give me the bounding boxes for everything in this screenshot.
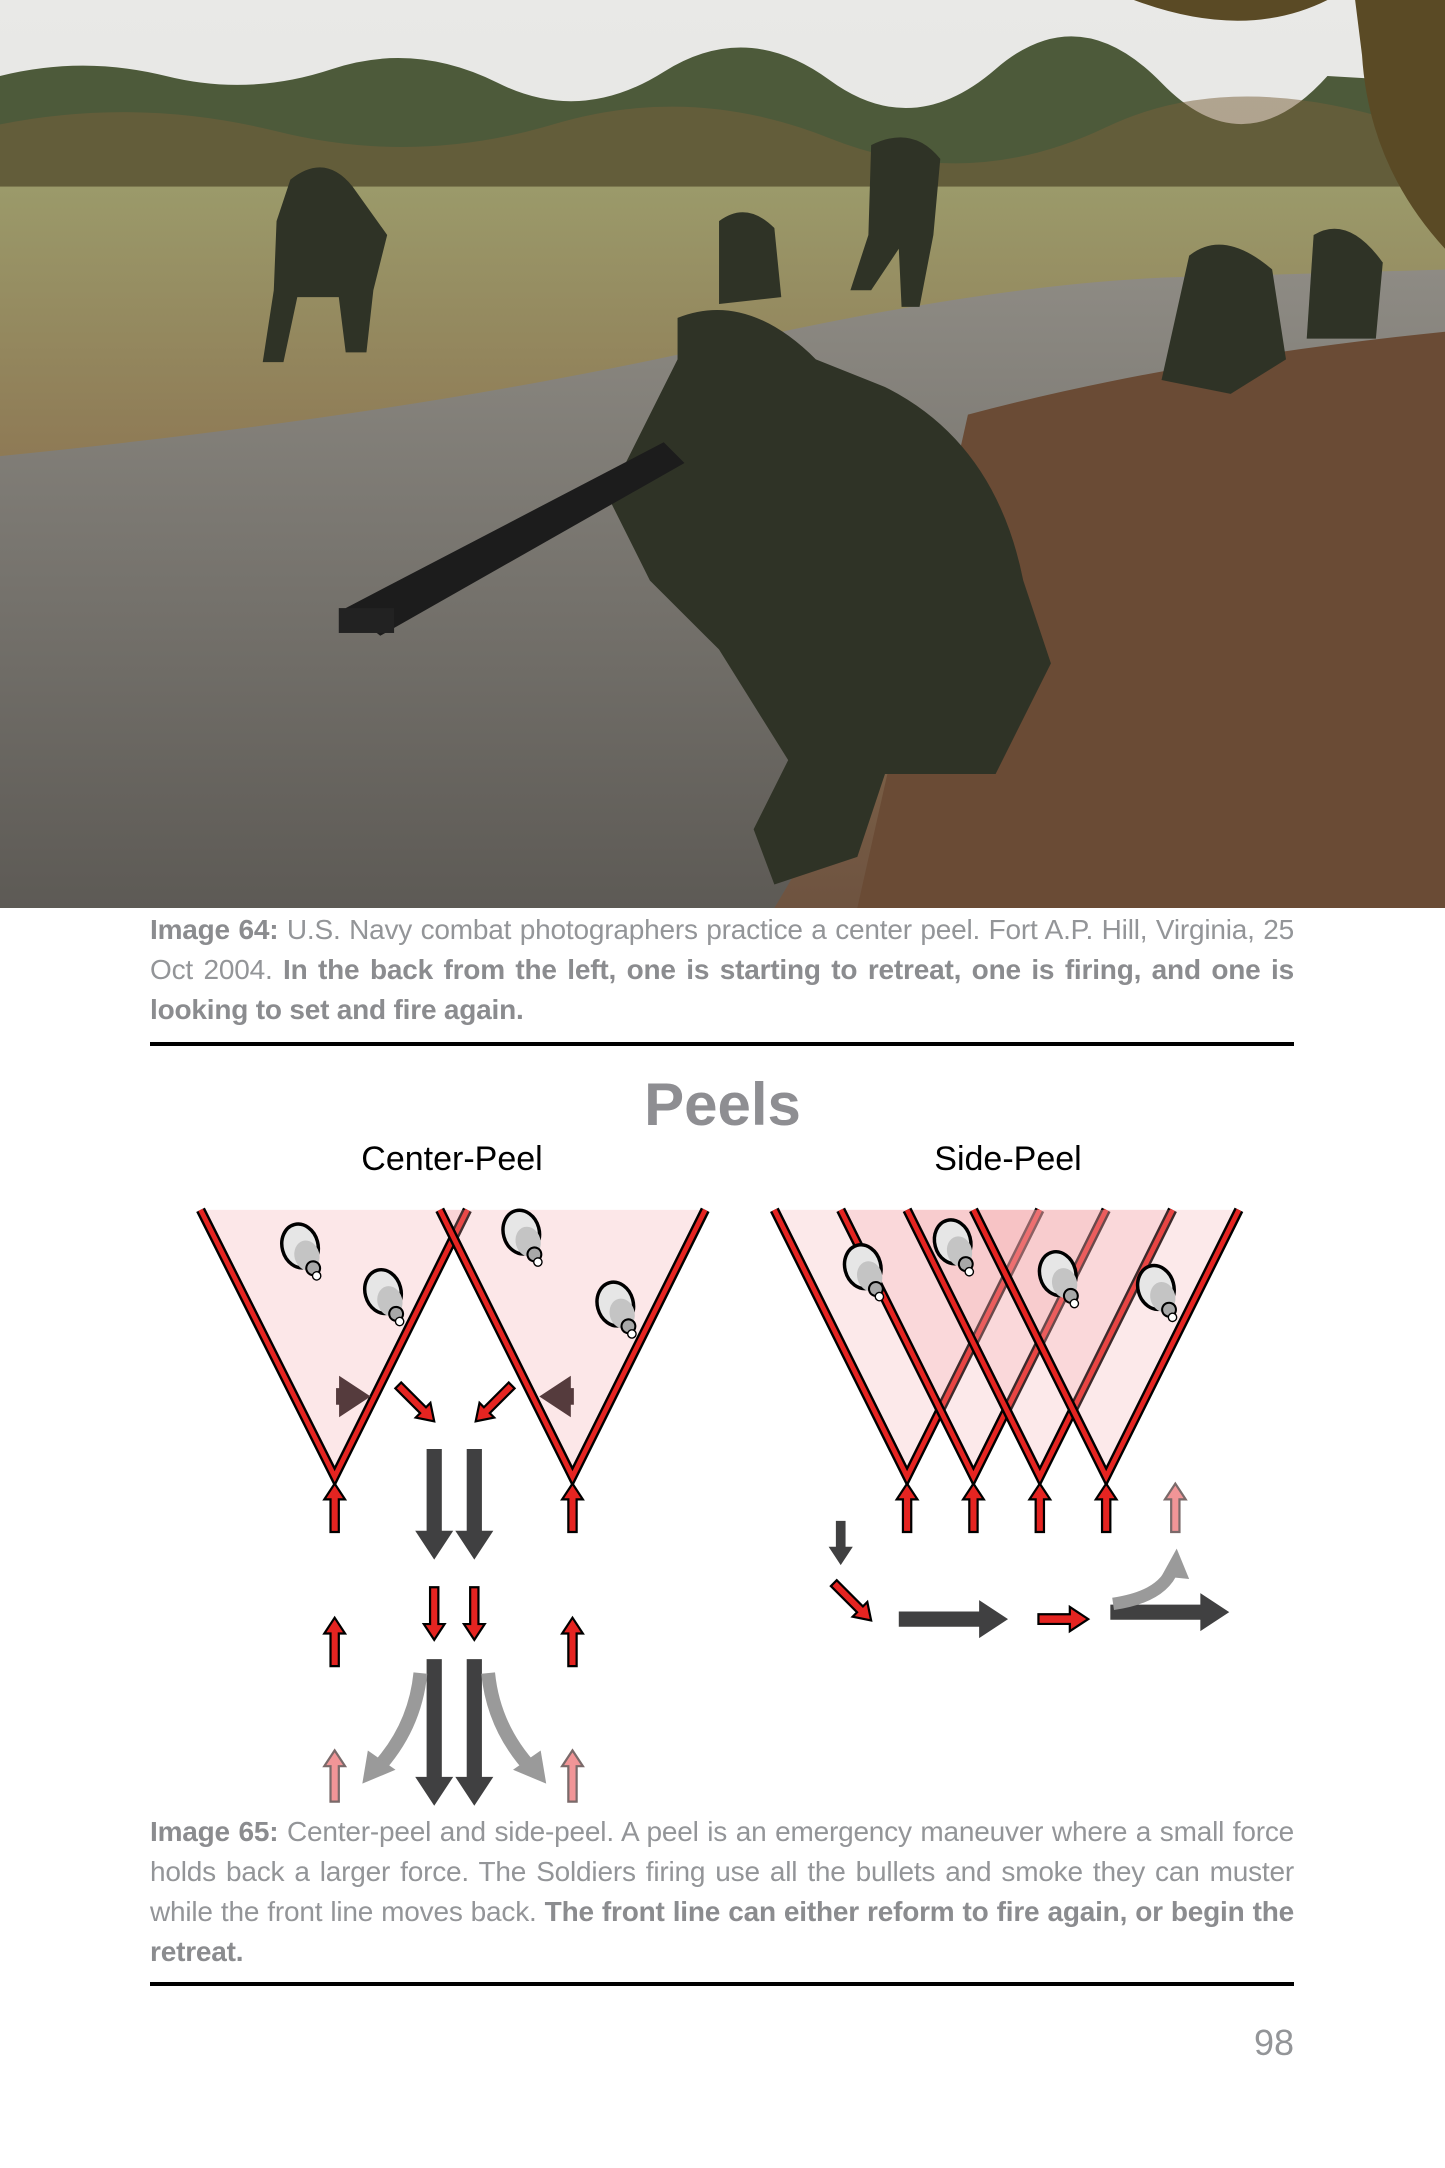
lateral-move-arrow-icon xyxy=(899,1600,1008,1638)
image-65-caption xyxy=(150,1812,1294,1972)
curved-retreat-arrow-icon xyxy=(488,1673,532,1770)
red-advance-arrow-icon xyxy=(1096,1484,1117,1532)
red-retreat-arrow-icon xyxy=(464,1587,485,1640)
red-lateral-arrow-icon xyxy=(1038,1607,1088,1631)
red-advance-arrow-icon xyxy=(963,1484,984,1532)
fire-sector-cone xyxy=(201,1210,468,1477)
side-peel-label: Side-Peel xyxy=(934,1140,1082,1178)
divider-rule xyxy=(150,1982,1294,1986)
caption-label: Image 64: xyxy=(150,914,279,945)
red-advance-arrow-icon xyxy=(897,1484,918,1532)
center-peel-label: Center-Peel xyxy=(361,1140,543,1178)
caption-bold-text: In the back from the left, one is starting to retreat, one is firing, and one is looking to set and fire again. xyxy=(150,954,1295,1025)
red-retreat-arrow-icon xyxy=(424,1587,445,1640)
red-diagonal-arrow-icon xyxy=(395,1382,434,1421)
red-diagonal-arrow-icon xyxy=(476,1382,515,1421)
retreat-arrow-icon xyxy=(455,1449,493,1560)
red-diagonal-arrow-icon xyxy=(831,1580,871,1620)
faded-advance-arrow-icon xyxy=(1165,1484,1186,1532)
retreat-arrow-icon xyxy=(829,1521,853,1565)
caption-bold-text: The front line can either reform to fire again, or begin the retreat. xyxy=(150,1896,1294,1967)
faded-advance-arrow-icon xyxy=(324,1750,345,1801)
caption-text: Center-peel and side-peel. A peel is an emergency maneuver where a small force holds back a larger force. The Soldiers firing use all the bullets and smoke they can muster while the front line moves back. xyxy=(150,1816,1295,1927)
red-advance-arrow-icon xyxy=(324,1484,345,1532)
faded-advance-arrow-icon xyxy=(562,1750,583,1801)
red-advance-arrow-icon xyxy=(562,1618,583,1666)
red-advance-arrow-icon xyxy=(562,1484,583,1532)
curved-reform-arrowhead-icon xyxy=(1161,1549,1189,1579)
red-advance-arrow-icon xyxy=(1029,1484,1050,1532)
caption-text: U.S. Navy combat photographers practice a center peel. Fort A.P. Hill, Virginia, 25 Oct 2004. xyxy=(150,914,1295,985)
diagram-title: Peels xyxy=(644,1071,801,1138)
curved-retreat-arrow-icon xyxy=(376,1673,420,1770)
page-number: 98 xyxy=(1253,2022,1294,2063)
cone-fill xyxy=(440,1210,705,1477)
caption-label: Image 65: xyxy=(150,1816,279,1847)
retreat-arrow-icon xyxy=(415,1449,453,1560)
cone-fill xyxy=(201,1210,468,1477)
fire-sector-cone xyxy=(440,1210,705,1477)
red-advance-arrow-icon xyxy=(324,1618,345,1666)
